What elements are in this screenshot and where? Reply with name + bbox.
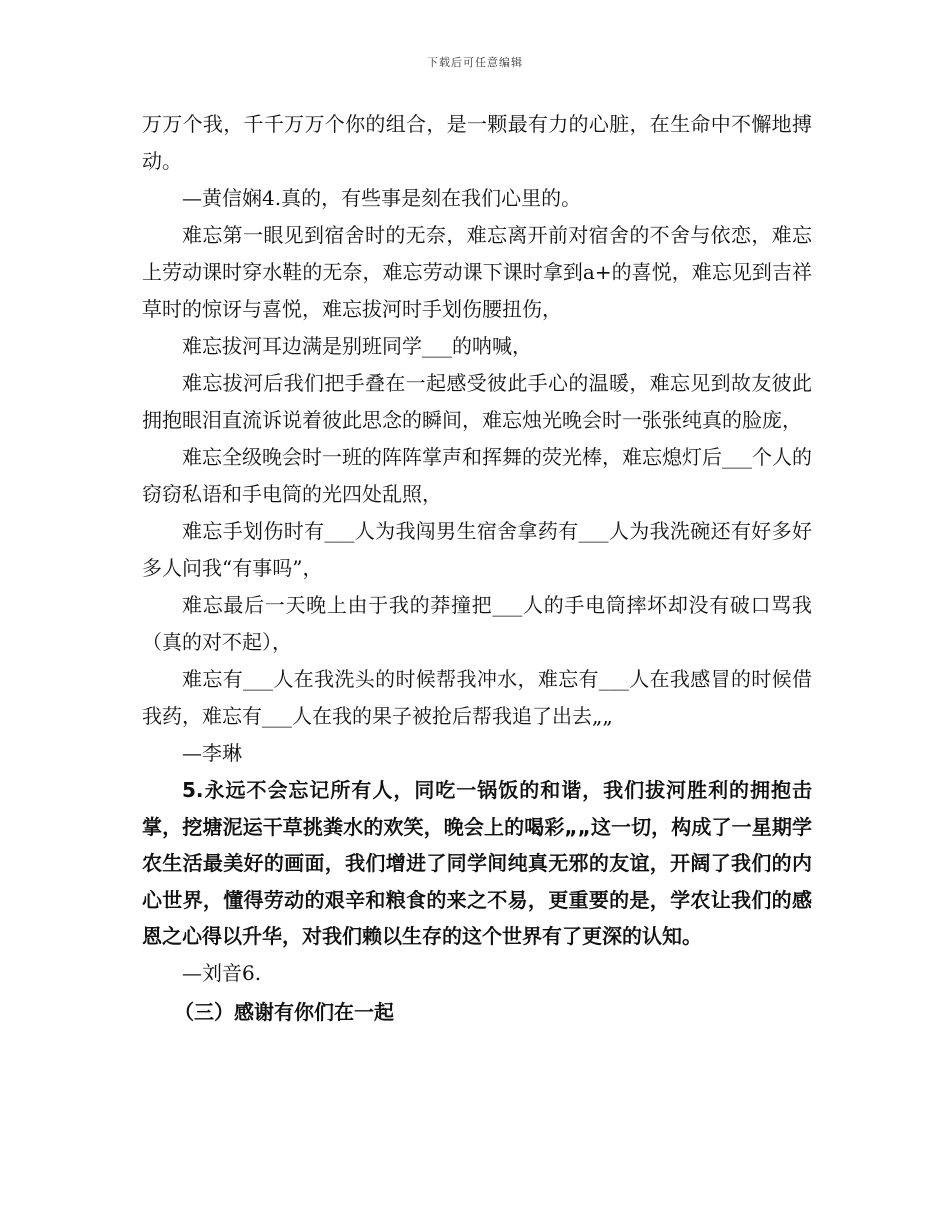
paragraph-attribution-liu: —刘音6. (182, 960, 262, 985)
paragraph-last-night: 难忘最后一天晚上由于我的莽撞把___人的手电筒摔坏却没有破口骂我（真的对不起）， (142, 593, 812, 654)
document-body (142, 106, 812, 1031)
section-heading: （三）感谢有你们在一起 (174, 999, 394, 1024)
paragraph-injury-help: 难忘手划伤时有___人为我闯男生宿舍拿药有___人为我洗碗还有好多好多人问我“有事吗”， (142, 519, 812, 580)
paragraph-memories-dorm: 难忘第一眼见到宿舍时的无奈，难忘离开前对宿舍的不舍与依恋，难忘上劳动课时穿水鞋的无奈，难忘劳动课下课时拿到a+的喜悦，难忘见到吉祥草时的惊讶与喜悦，难忘拔河时手划伤腰扭伤， (142, 223, 812, 321)
paragraph-item-5: 5.永远不会忘记所有人，同吃一锅饭的和谐，我们拔河胜利的拥抱击掌，挖塘泥运干草挑粪水的欢笑，晚会上的喝彩„„这一切，构成了一星期学农生活最美好的画面，我们增进了同学间纯真无邪的友谊，开阔了我们的内心世界，懂得劳动的艰辛和粮食的来之不易，更重要的是，学农让我们的感恩之心得以升华，对我们赖以生存的这个世界有了更深的认知。 (142, 778, 812, 948)
paragraph-evening-party: 难忘全级晚会时一班的阵阵掌声和挥舞的荧光棒，难忘熄灯后___个人的窃窃私语和手电筒的光四处乱照， (142, 445, 812, 506)
paragraph-tug-of-war-hands: 难忘拔河后我们把手叠在一起感受彼此手心的温暖，难忘见到故友彼此拥抱眼泪直流诉说着彼此思念的瞬间，难忘烛光晚会时一张张纯真的脸庞， (142, 371, 812, 432)
paragraph-attribution-li: —李琳 (182, 741, 242, 765)
paragraph-continuation: 万万个我，千千万万个你的组合，是一颗最有力的心脏，在生命中不懈地搏动。 (142, 112, 812, 173)
paragraph-attribution-huang: —黄信娴4.真的，有些事是刻在我们心里的。 (182, 186, 582, 210)
paragraph-kindness: 难忘有___人在我洗头的时候帮我冲水，难忘有___人在我感冒的时候借我药，难忘有___人在我的果子被抢后帮我追了出去„„ (142, 667, 812, 728)
paragraph-tug-of-war-shouts: 难忘拔河耳边满是别班同学___的呐喊， (182, 334, 532, 358)
page-header: 下载后可任意编辑 (427, 56, 523, 69)
